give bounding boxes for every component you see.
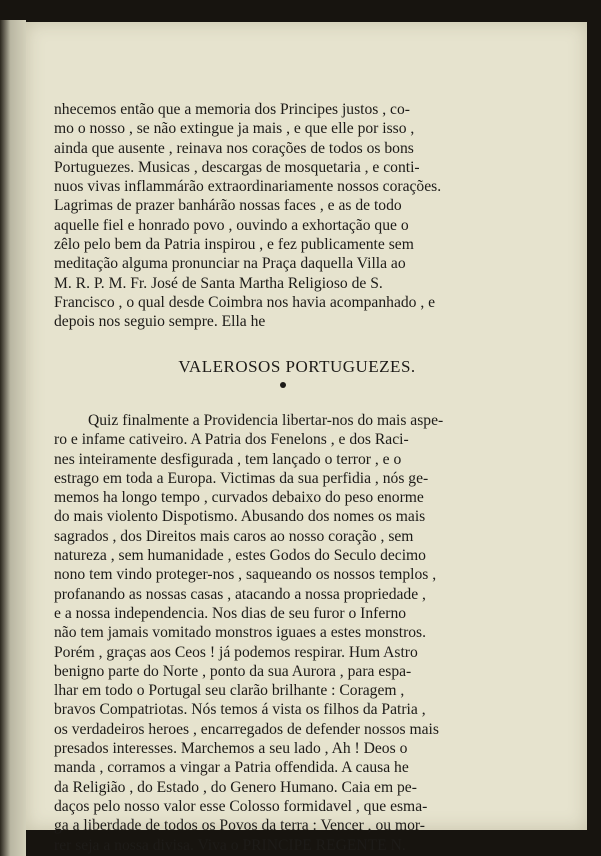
text-line: Portuguezes. Musicas , descargas de mosquetaria , e conti- (54, 158, 420, 176)
text-line: do mais violento Dispotismo. Abusando dos nomes os mais (54, 508, 426, 526)
paragraph-continuation (54, 100, 540, 332)
text-line: benigno parte do Norte , ponto da sua Aurora , para espa- (54, 662, 412, 680)
text-line: zêlo pelo bem da Patria inspirou , e fez publicamente sem (54, 236, 414, 254)
text-line: presados interesses. Marchemos a seu lado , Ah ! Deos o (54, 740, 408, 758)
facing-page-edge (0, 20, 26, 856)
text-line: memos ha longo tempo , curvados debaixo do peso enorme (54, 489, 424, 507)
text-line: natureza , sem humanidade , estes Godos do Seculo decimo (54, 547, 426, 565)
text-line: bravos Compatriotas. Nós temos á vista os filhos da Patria , (54, 701, 426, 719)
text-line: estrago em toda a Europa. Victimas da sua perfidia , nós ge- (54, 469, 429, 487)
text-line: da Religião , do Estado , do Genero Humano. Caia em pe- (54, 778, 417, 796)
proclamation-paragraph (54, 411, 540, 855)
text-line: mo o nosso , se não extingue ja mais , e que elle por isso , (54, 120, 415, 138)
text-line: daços pelo nosso valor esse Colosso formidavel , que esma- (54, 797, 428, 815)
heading-ornament (280, 382, 286, 388)
text-line: não tem jamais vomitado monstros iguaes a estes monstros. (54, 624, 427, 642)
text-line: nono tem vindo proteger-nos , saqueando os nossos templos , (54, 566, 437, 584)
text-line: depois nos seguio sempre. Ella he (54, 313, 266, 331)
text-line: lhar em todo o Portugal seu clarão brilhante : Coragem , (54, 682, 405, 700)
text-line: nuos vivas inflammárão extraordinariamente nossos corações. (54, 178, 442, 196)
text-line: nes inteiramente desfigurada , tem lançado o terror , e o (54, 450, 402, 468)
text-line: ga a liberdade de todos os Povos da terra : Vencer , ou mor- (54, 817, 425, 835)
text-line: nhecemos então que a memoria dos Principes justos , co- (54, 101, 410, 118)
text-line: meditação alguma pronunciar na Praça daquella Villa ao (54, 255, 406, 273)
text-line: ro e infame cativeiro. A Patria dos Fenelons , e dos Raci- (54, 431, 409, 449)
text-line: sagrados , dos Direitos mais caros ao nosso coração , sem (54, 527, 414, 545)
section-heading: VALEROSOS PORTUGUEZES. (178, 357, 416, 376)
text-line: os verdadeiros heroes , encarregados de defender nossos mais (54, 720, 439, 738)
text-line: Quiz finalmente a Providencia libertar-nos do mais aspe- (88, 412, 444, 429)
text-line: ainda que ausente , reinava nos corações de todos os bons (54, 139, 414, 157)
text-line: manda , corramos a vingar a Patria offendida. A causa he (54, 759, 409, 777)
text-line: Lagrimas de prazer banhárão nossas faces , e as de todo (54, 197, 402, 215)
text-line: Porém , graças aos Ceos ! já podemos respirar. Hum Astro (54, 643, 418, 661)
text-line: e a nossa independencia. Nos dias de seu furor o Inferno (54, 604, 407, 622)
text-line: profanando as nossas casas , atacando a nossa propriedade , (54, 585, 426, 603)
book-page (26, 22, 587, 854)
text-line: aquelle fiel e honrado povo , ouvindo a exhortação que o (54, 216, 409, 234)
text-line: Francisco , o qual desde Coimbra nos havia acompanhado , e (54, 293, 436, 311)
text-line: M. R. P. M. Fr. José de Santa Martha Religioso de S. (54, 274, 383, 292)
text-line: rer seja a nossa divisa. Viva o PRINCIPE REGENTE N. (54, 836, 406, 854)
